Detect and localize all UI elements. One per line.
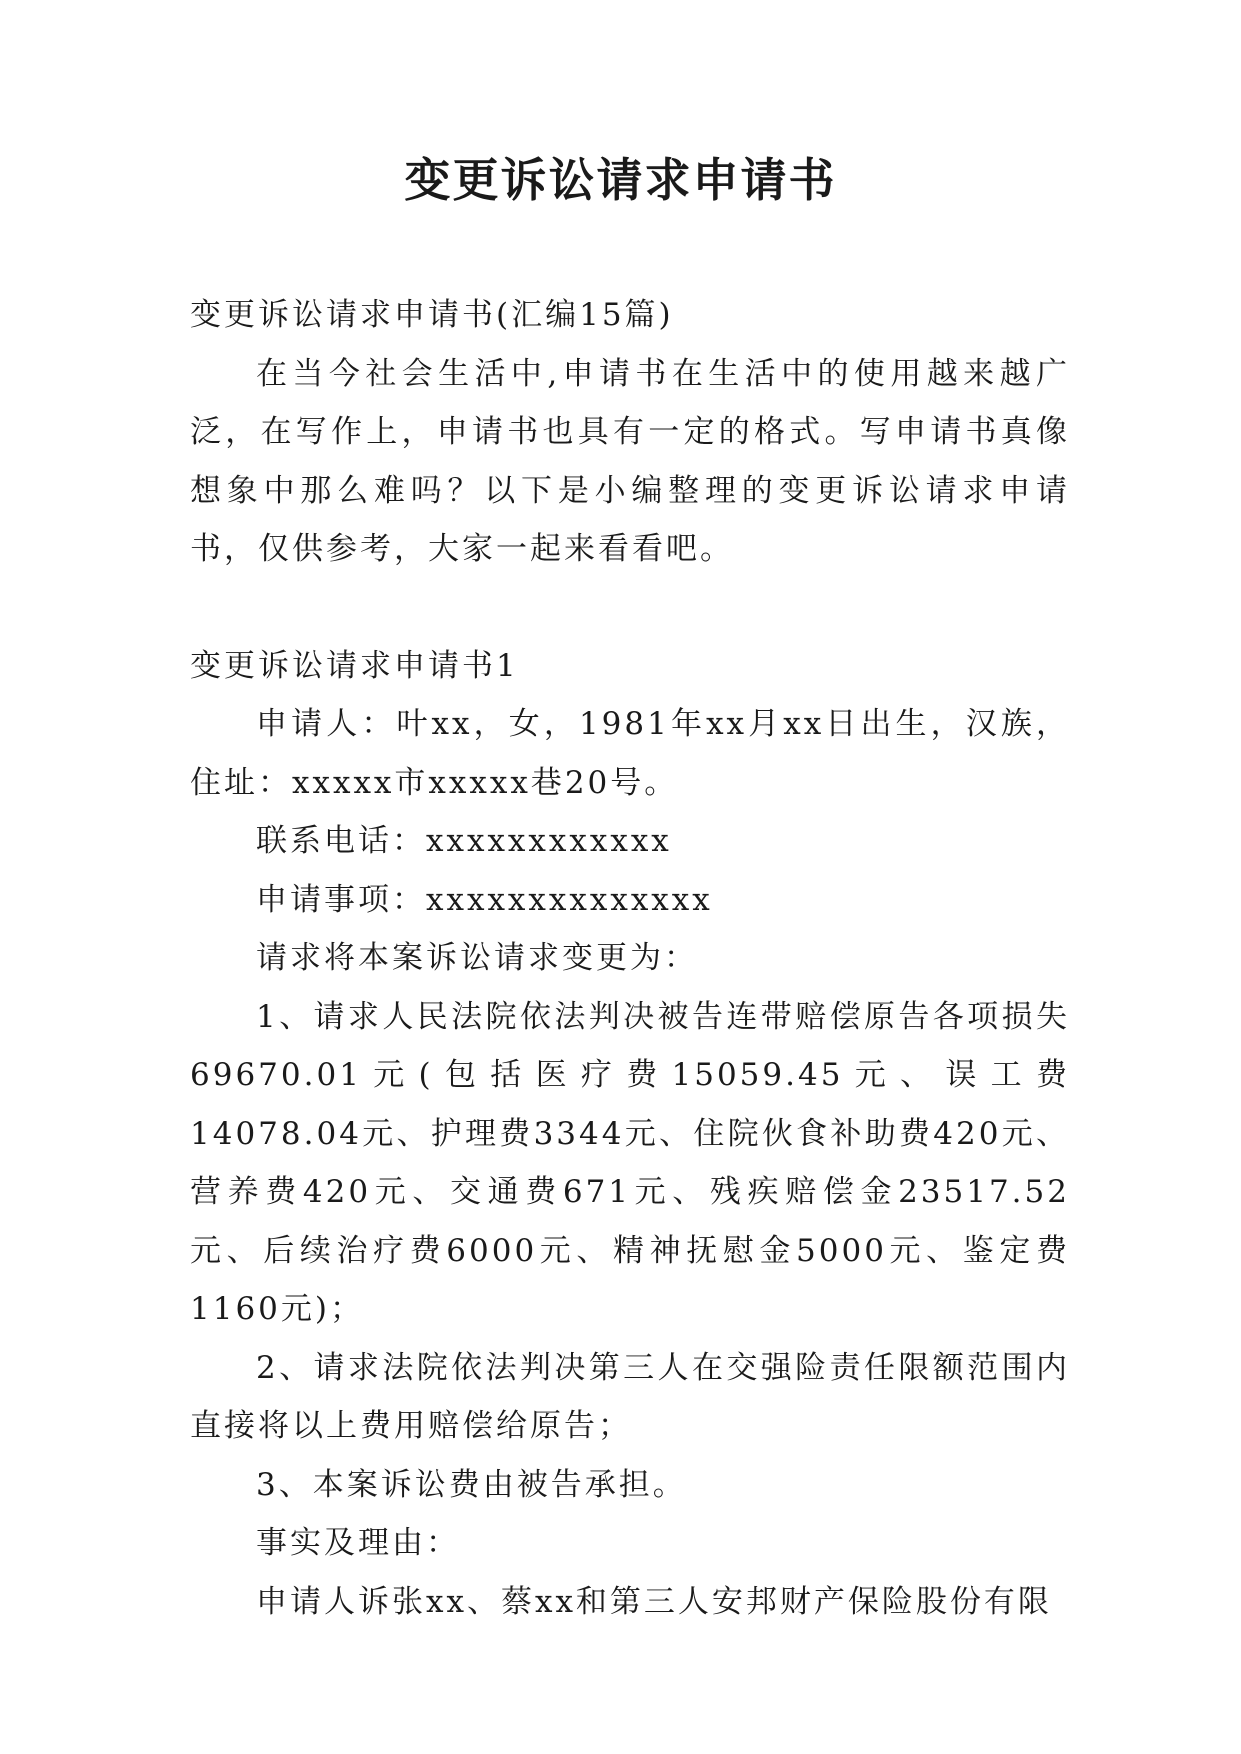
document-body — [190, 286, 1070, 1631]
applicant-paragraph: 申请人：叶xx，女，1981年xx月xx日出生，汉族，住址：xxxxx市xxxxx巷20号。 — [190, 706, 1070, 801]
request-item-1: 1、请求人民法院依法判决被告连带赔偿原告各项损失69670.01元(包括医疗费15059.45元、误工费14078.04元、护理费3344元、住院伙食补助费420元、营养费420元、交通费671元、残疾赔偿金23517.52元、后续治疗费6000元、精神抚慰金5000元、鉴定费1160元)； — [190, 998, 1070, 1327]
request-item-3: 3、本案诉讼费由被告承担。 — [256, 1466, 687, 1503]
section-spacer — [190, 579, 1070, 637]
request-item-2: 2、请求法院依法判决第三人在交强险责任限额范围内直接将以上费用赔偿给原告； — [190, 1349, 1070, 1444]
phone-line: 联系电话：xxxxxxxxxxxx — [256, 823, 672, 859]
document-title: 变更诉讼请求申请书 — [404, 153, 837, 207]
facts-heading: 事实及理由： — [256, 1525, 460, 1561]
matter-line: 申请事项：xxxxxxxxxxxxxx — [256, 881, 713, 918]
section-heading: 变更诉讼请求申请书1 — [190, 647, 519, 684]
document-subtitle: 变更诉讼请求申请书(汇编15篇) — [190, 297, 674, 333]
facts-paragraph: 申请人诉张xx、蔡xx和第三人安邦财产保险股份有限 — [256, 1583, 1052, 1620]
intro-paragraph: 在当今社会生活中,申请书在生活中的使用越来越广泛，在写作上，申请书也具有一定的格式。写申请书真像想象中那么难吗？以下是小编整理的变更诉讼请求申请书，仅供参考，大家一起来看看吧。 — [190, 355, 1070, 567]
request-intro: 请求将本案诉讼请求变更为： — [256, 940, 698, 976]
